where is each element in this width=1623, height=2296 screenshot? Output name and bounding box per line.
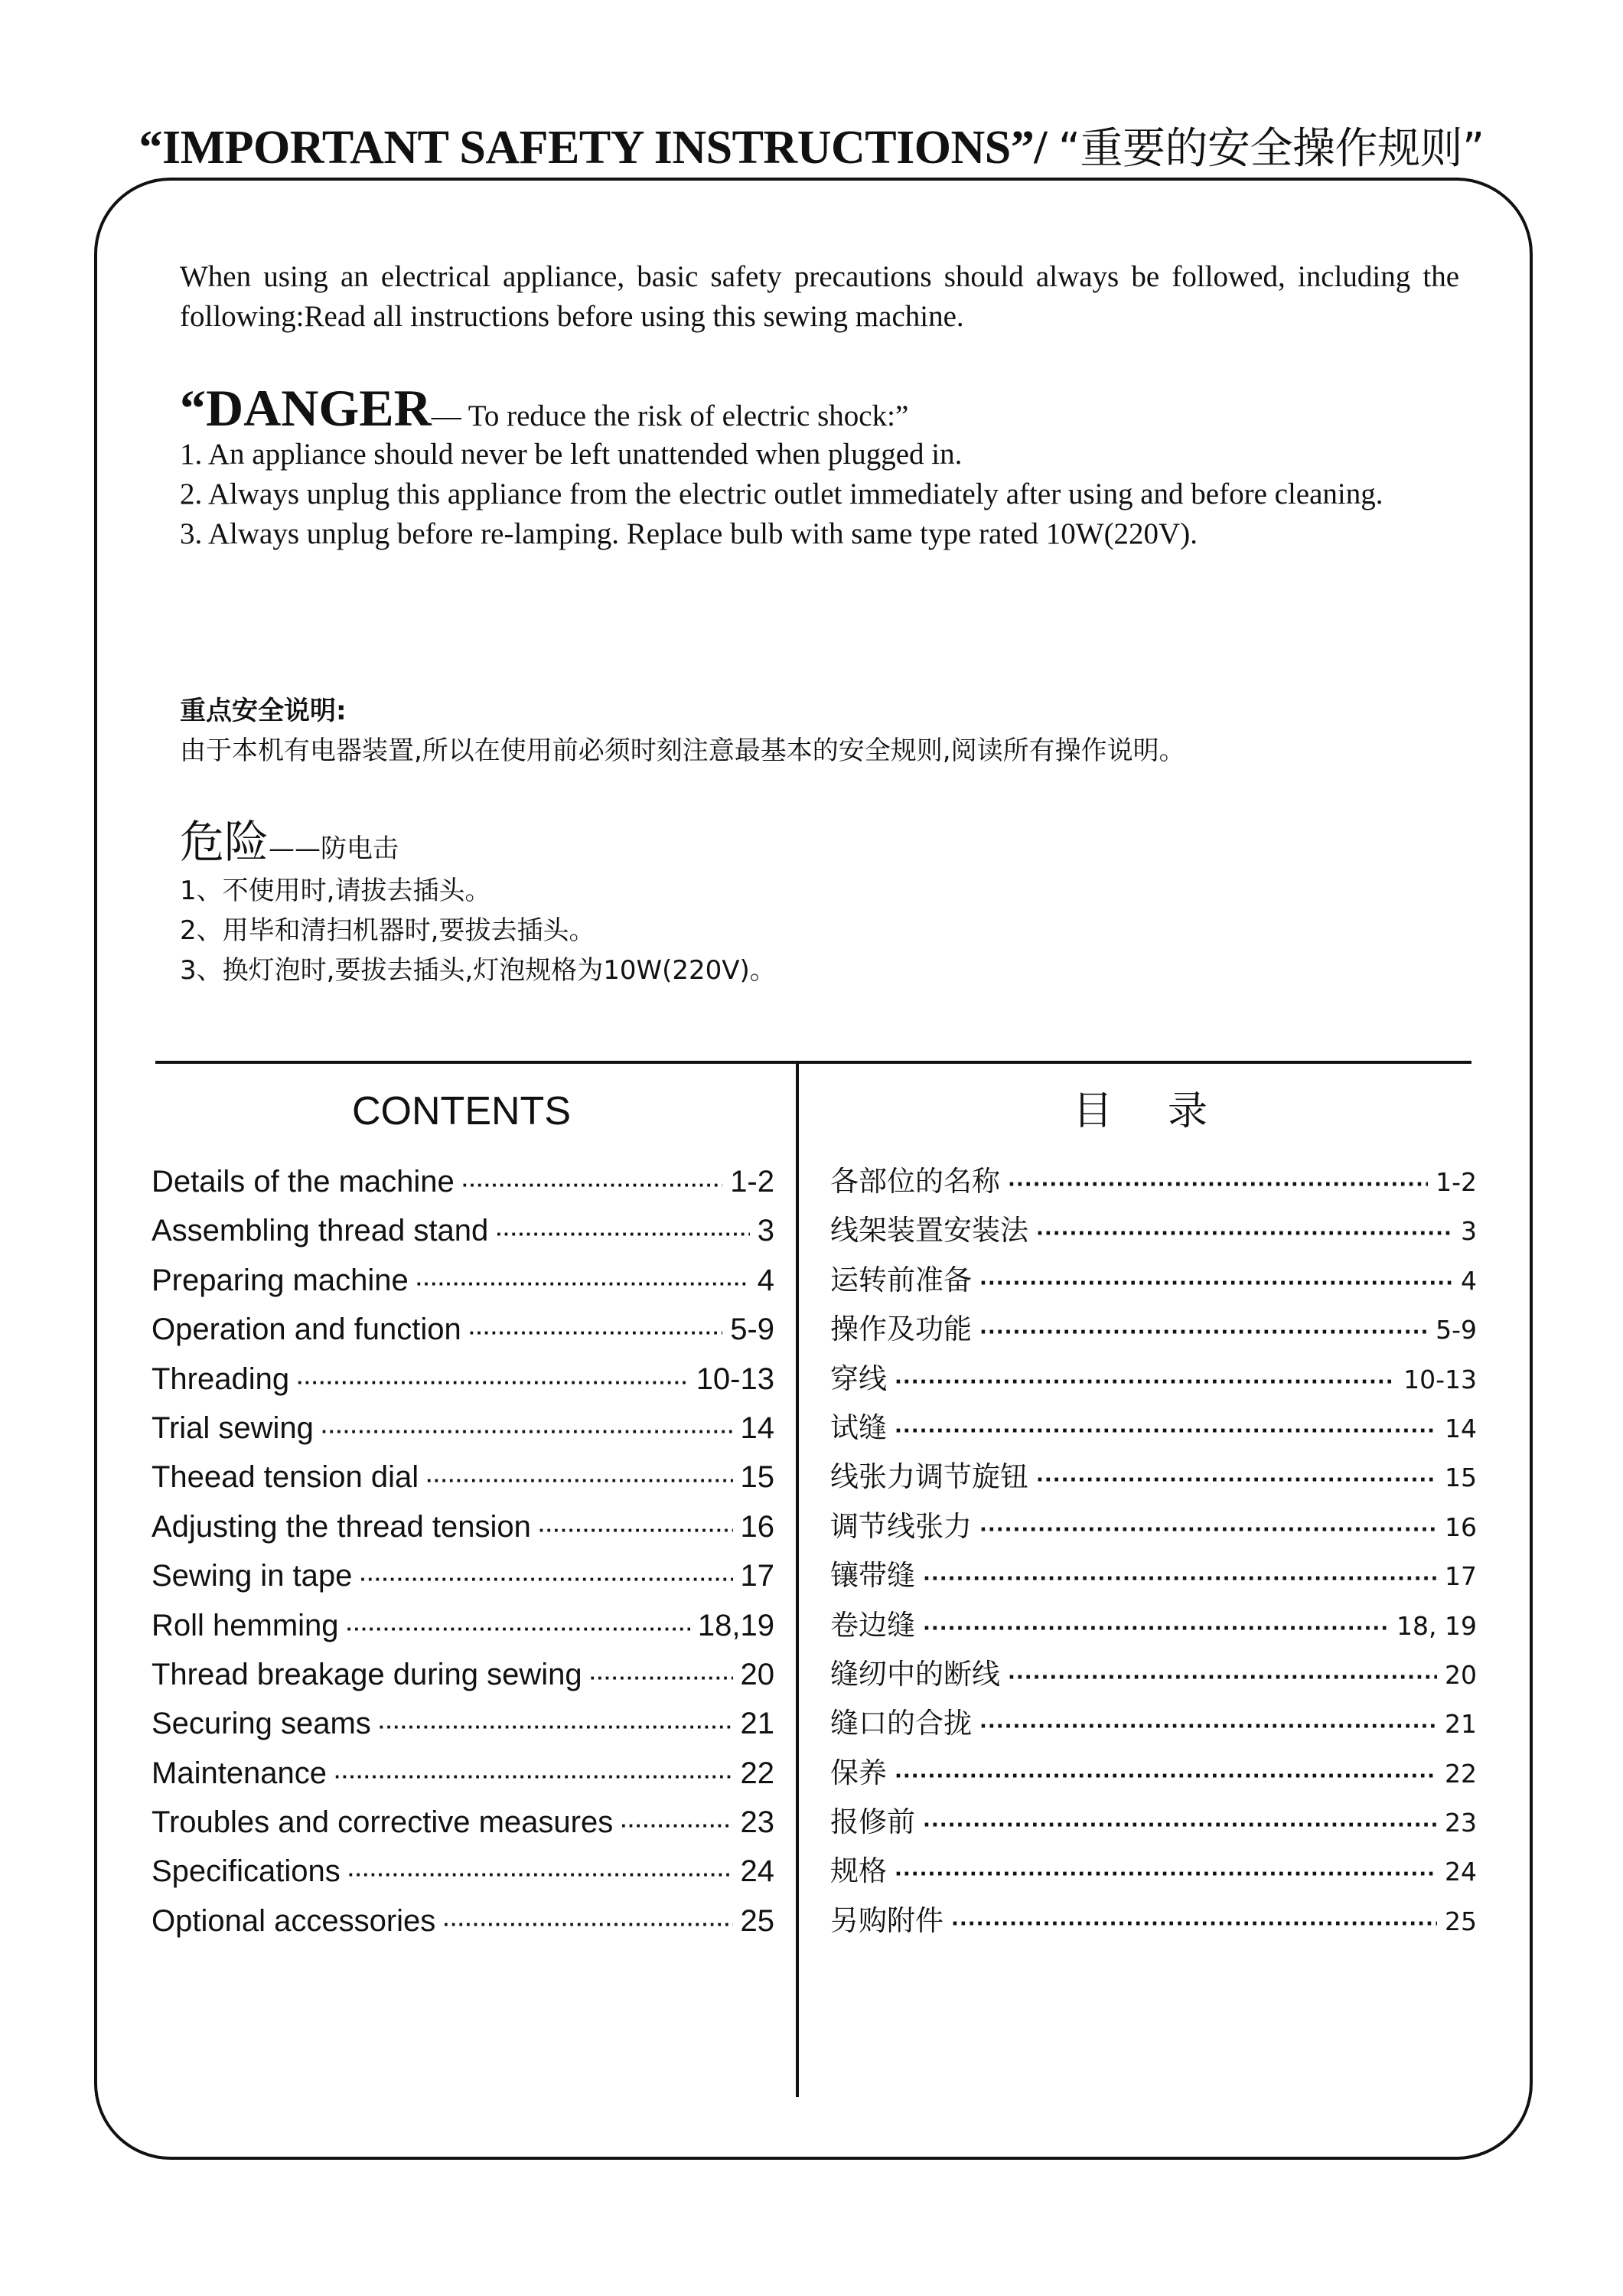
toc-entry-page: 15 (740, 1460, 774, 1495)
toc-entry-label: Roll hemming (152, 1608, 339, 1642)
toc-entry-label: Assembling thread stand (152, 1214, 489, 1248)
toc-leader-dots (347, 1604, 690, 1653)
toc-leader-dots (462, 1160, 722, 1209)
danger-item: 1. An appliance should never be left unattended when plugged in. (180, 438, 963, 471)
toc-entry (152, 1699, 774, 1748)
toc-leader-dots (979, 1702, 1437, 1751)
toc-entry-page: 20 (740, 1657, 774, 1691)
toc-entry-page: 3 (1461, 1216, 1477, 1247)
intro-paragraph: When using an electrical appliance, basic safety precautions should always be followed, including the following:Read all instructions before using this sewing machine. (180, 260, 1459, 333)
toc-entry (152, 1256, 774, 1305)
toc-entry-page: 24 (1445, 1857, 1477, 1887)
toc-entry-label: Optional accessories (152, 1903, 436, 1938)
toc-entry (152, 1404, 774, 1453)
toc-entry-page: 10-13 (696, 1362, 774, 1396)
toc-entry-label: 操作及功能 (830, 1313, 972, 1346)
toc-entry-label: 缝纫中的断线 (830, 1657, 1000, 1691)
toc-entry (830, 1601, 1477, 1650)
toc-leader-dots (590, 1653, 733, 1702)
toc-entry (152, 1798, 774, 1847)
toc-entry-label: 另购附件 (830, 1903, 943, 1937)
toc-entry-label: 线架装置安装法 (830, 1214, 1028, 1247)
toc-entry (152, 1896, 774, 1945)
toc-entry (830, 1355, 1477, 1404)
toc-entry (152, 1206, 774, 1255)
zh-important-text: 由于本机有电器装置,所以在使用前必须时刻注意最基本的安全规则,阅读所有操作说明。 (180, 735, 1185, 766)
toc-entry-page: 16 (740, 1509, 774, 1544)
zh-danger-subtitle: ——防电击 (269, 833, 399, 864)
toc-entry-page: 14 (1445, 1413, 1477, 1443)
toc-entry-label: Preparing machine (152, 1263, 409, 1297)
toc-entry (830, 1896, 1477, 1945)
toc-leader-dots (979, 1505, 1437, 1554)
toc-entry-label: Operation and function (152, 1313, 461, 1347)
toc-entry-label: Maintenance (152, 1756, 328, 1790)
toc-leader-dots (951, 1900, 1437, 1949)
toc-entry (152, 1551, 774, 1600)
toc-entry-page: 18,19 (697, 1608, 774, 1642)
toc-entry (152, 1355, 774, 1404)
toc-entry (152, 1601, 774, 1650)
toc-entry (830, 1305, 1477, 1354)
toc-leader-dots (1036, 1209, 1453, 1258)
toc-entry-page: 5-9 (1436, 1315, 1477, 1345)
toc-entry-label: 规格 (830, 1854, 887, 1888)
toc-entry-label: 运转前准备 (830, 1263, 972, 1296)
toc-leader-dots (360, 1554, 732, 1603)
mulu-list (830, 1157, 1477, 1945)
toc-entry-label: Trial sewing (152, 1411, 314, 1445)
toc-entry-page: 20 (1445, 1659, 1477, 1690)
toc-entry-label: 镶带缝 (830, 1559, 915, 1593)
toc-entry (830, 1453, 1477, 1502)
toc-leader-dots (621, 1801, 732, 1850)
contents-title: CONTENTS (352, 1089, 571, 1133)
zh-important-section (180, 691, 1481, 771)
toc-entry-page: 25 (740, 1903, 774, 1938)
toc-entry-label: 各部位的名称 (830, 1165, 1000, 1198)
danger-item: 3. Always unplug before re-lamping. Replace bulb with same type rated 10W(220V). (180, 517, 1198, 550)
toc-entry-label: 穿线 (830, 1362, 887, 1395)
toc-entry (830, 1256, 1477, 1305)
toc-entry (830, 1749, 1477, 1798)
toc-entry-label: 报修前 (830, 1805, 915, 1839)
toc-entry-label: Adjusting the thread tension (152, 1509, 531, 1544)
toc-leader-dots (895, 1407, 1437, 1456)
toc-entry (152, 1305, 774, 1354)
toc-entry (830, 1699, 1477, 1748)
toc-entry (830, 1404, 1477, 1453)
toc-entry (830, 1206, 1477, 1255)
toc-leader-dots (416, 1259, 750, 1308)
toc-leader-dots (443, 1900, 732, 1949)
contents-list (152, 1157, 774, 1945)
toc-leader-dots (923, 1801, 1437, 1850)
zh-danger-list (180, 871, 1481, 990)
toc-entry-label: Theead tension dial (152, 1460, 419, 1495)
toc-leader-dots (539, 1505, 733, 1554)
toc-entry-page: 4 (1461, 1265, 1477, 1296)
toc-entry-page: 17 (1445, 1561, 1477, 1592)
toc-entry (152, 1650, 774, 1699)
toc-leader-dots (426, 1456, 732, 1505)
toc-entry-label: 保养 (830, 1756, 887, 1789)
toc-leader-dots (321, 1407, 733, 1456)
zh-danger-item: 3、换灯泡时,要拔去插头,灯泡规格为10W(220V)。 (180, 955, 776, 986)
toc-entry-page: 22 (740, 1756, 774, 1790)
toc-entry (152, 1749, 774, 1798)
zh-important-heading: 重点安全说明: (180, 696, 347, 726)
toc-entry-page: 3 (757, 1214, 774, 1248)
toc-leader-dots (895, 1752, 1437, 1801)
toc-leader-dots (923, 1604, 1389, 1653)
toc-entry (830, 1650, 1477, 1699)
toc-leader-dots (469, 1308, 722, 1357)
toc-entry-label: Troubles and corrective measures (152, 1805, 614, 1840)
toc-entry-label: Threading (152, 1362, 290, 1396)
toc-leader-dots (979, 1308, 1428, 1357)
toc-entry-page: 4 (757, 1263, 774, 1297)
danger-subtitle: — To reduce the risk of electric shock:” (431, 400, 909, 432)
toc-entry-label: Thread breakage during sewing (152, 1657, 582, 1691)
toc-entry (830, 1551, 1477, 1600)
toc-leader-dots (1008, 1653, 1437, 1702)
zh-danger-item: 2、用毕和清扫机器时,要拔去插头。 (180, 915, 595, 946)
toc-leader-dots (496, 1209, 749, 1258)
toc-entry-page: 14 (740, 1411, 774, 1445)
toc-entry-page: 5-9 (730, 1313, 774, 1347)
title-english: “IMPORTANT SAFETY INSTRUCTIONS”/ (139, 122, 1047, 174)
danger-heading (180, 381, 1459, 443)
zh-danger-heading (180, 811, 1481, 879)
toc-entry-label: 缝口的合拢 (830, 1707, 972, 1740)
toc-entry-page: 21 (740, 1707, 774, 1741)
toc-entry-label: 线张力调节旋钮 (830, 1460, 1028, 1494)
toc-entry-page: 10-13 (1403, 1364, 1477, 1394)
toc-entry-label: Details of the machine (152, 1165, 455, 1199)
toc-entry-page: 23 (740, 1805, 774, 1840)
toc-entry (152, 1453, 774, 1502)
contents-divider-vertical (796, 1062, 799, 2097)
toc-entry-label: 调节线张力 (830, 1509, 972, 1543)
mulu-title: 目录 (1072, 1088, 1263, 1134)
toc-leader-dots (348, 1850, 733, 1899)
toc-leader-dots (379, 1702, 733, 1751)
toc-entry-page: 15 (1445, 1463, 1477, 1493)
page-title (0, 115, 1623, 176)
toc-leader-dots (895, 1358, 1396, 1407)
toc-entry (152, 1157, 774, 1206)
zh-danger-title: 危险 (180, 816, 269, 868)
toc-entry-page: 1-2 (1436, 1167, 1477, 1197)
toc-leader-dots (979, 1259, 1453, 1308)
danger-item: 2. Always unplug this appliance from the electric outlet immediately after using and before cleaning. (180, 478, 1383, 510)
zh-danger-item: 1、不使用时,请拔去插头。 (180, 876, 491, 906)
toc-entry-label: 卷边缝 (830, 1608, 915, 1642)
title-chinese: “重要的安全操作规则” (1058, 124, 1484, 174)
toc-entry-page: 1-2 (730, 1165, 774, 1199)
toc-leader-dots (297, 1358, 689, 1407)
toc-entry (830, 1798, 1477, 1847)
toc-entry (830, 1847, 1477, 1896)
toc-entry-page: 23 (1445, 1808, 1477, 1838)
toc-entry-page: 17 (740, 1559, 774, 1593)
toc-entry-label: Securing seams (152, 1707, 371, 1741)
toc-leader-dots (334, 1752, 732, 1801)
toc-entry-page: 24 (740, 1854, 774, 1889)
toc-leader-dots (1036, 1456, 1437, 1505)
contents-divider-horizontal (155, 1061, 1471, 1064)
danger-title: “DANGER (180, 379, 432, 437)
toc-entry-label: Sewing in tape (152, 1559, 353, 1593)
toc-entry-label: Specifications (152, 1854, 341, 1889)
danger-list (180, 435, 1459, 554)
toc-entry (830, 1502, 1477, 1551)
toc-leader-dots (1008, 1160, 1428, 1209)
toc-entry-label: 试缝 (830, 1411, 887, 1444)
toc-entry-page: 25 (1445, 1906, 1477, 1936)
toc-entry (152, 1847, 774, 1896)
toc-entry-page: 21 (1445, 1709, 1477, 1740)
toc-entry-page: 16 (1445, 1512, 1477, 1542)
toc-entry-page: 22 (1445, 1758, 1477, 1789)
toc-leader-dots (923, 1554, 1437, 1603)
toc-entry (152, 1502, 774, 1551)
toc-leader-dots (895, 1850, 1437, 1899)
toc-entry-page: 18, 19 (1396, 1610, 1477, 1641)
toc-entry (830, 1157, 1477, 1206)
